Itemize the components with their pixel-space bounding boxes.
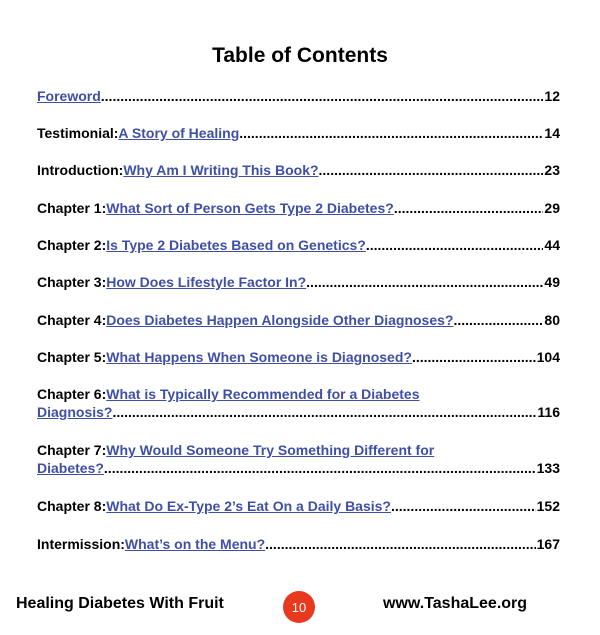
toc-entry-prefix: Chapter 4: [37,312,107,328]
toc-entry-prefix: Chapter 5: [37,349,107,365]
dot-leader [453,311,543,329]
toc-page-number: 104 [536,349,560,365]
toc-link-introduction[interactable]: Why Am I Writing This Book? [123,162,319,178]
toc-link-chapter-5[interactable]: What Happens When Someone is Diagnosed? [106,349,412,365]
toc-entry-testimonial [37,124,560,142]
toc-entry-introduction [37,161,560,179]
toc-entry-chapter-8 [37,497,560,515]
dot-leader [104,459,536,477]
toc-page-number: 133 [536,460,560,476]
dot-leader [239,124,543,142]
toc-link-foreword[interactable]: Foreword [37,88,101,104]
dot-leader [391,497,536,515]
toc-page-number: 23 [544,162,560,178]
dot-leader [101,87,544,105]
dot-leader [412,348,536,366]
dot-leader [112,403,536,421]
toc-entry-prefix: Chapter 1: [37,200,107,216]
toc-page-number: 29 [544,200,560,216]
toc-page-number: 12 [544,88,560,104]
toc-link-chapter-7[interactable]: Why Would Someone Try Something Different for [106,442,435,458]
toc-page-number: 49 [544,274,560,290]
footer-book-title: Healing Diabetes With Fruit [16,595,224,612]
toc-link-chapter-1[interactable]: What Sort of Person Gets Type 2 Diabetes? [106,200,394,216]
page-title: Table of Contents [212,44,388,67]
toc-entry-prefix: Chapter 3: [37,274,107,290]
toc-link-chapter-7-continued[interactable]: Diabetes? [37,460,104,476]
toc-link-chapter-8[interactable]: What Do Ex-Type 2’s Eat On a Daily Basis? [106,498,391,514]
toc-link-intermission[interactable]: What’s on the Menu? [124,536,266,552]
toc-page-number: 80 [544,312,560,328]
page-number-badge: 10 [283,591,315,623]
toc-link-chapter-2[interactable]: Is Type 2 Diabetes Based on Genetics? [106,237,366,253]
toc-entry-chapter-3 [37,273,560,291]
toc-entry-prefix: Chapter 7: [37,442,107,458]
toc-page-number: 14 [544,125,560,141]
toc-entry-chapter-1 [37,199,560,217]
toc-link-testimonial[interactable]: A Story of Healing [118,125,240,141]
footer-website: www.TashaLee.org [383,595,528,612]
toc-entry-chapter-6 [37,385,560,421]
dot-leader [366,236,544,254]
toc-link-chapter-6-continued[interactable]: Diagnosis? [37,404,113,420]
toc-entry-foreword [37,87,560,105]
toc-entry-prefix: Chapter 6: [37,386,107,402]
toc-page-number: 167 [536,536,560,552]
toc-page-number: 116 [537,404,560,420]
toc-link-chapter-6[interactable]: What is Typically Recommended for a Diabetes [106,386,420,402]
toc-entry-intermission [37,535,560,553]
toc-entry-prefix: Chapter 2: [37,237,107,253]
dot-leader [306,273,543,291]
toc-entry-chapter-7 [37,441,560,477]
toc-page-number: 44 [544,237,560,253]
toc-page-number: 152 [536,498,560,514]
toc-entry-chapter-4 [37,311,560,329]
toc-entry-prefix: Introduction: [37,162,124,178]
toc-entry-prefix: Chapter 8: [37,498,107,514]
toc-entry-chapter-5 [37,348,560,366]
dot-leader [394,199,544,217]
toc-link-chapter-4[interactable]: Does Diabetes Happen Alongside Other Diagnoses? [106,312,454,328]
toc-entry-prefix: Intermission: [37,536,125,552]
toc-entry-prefix: Testimonial: [37,125,119,141]
toc-entry-chapter-2 [37,236,560,254]
dot-leader [319,161,544,179]
toc-link-chapter-3[interactable]: How Does Lifestyle Factor In? [106,274,307,290]
dot-leader [265,535,535,553]
